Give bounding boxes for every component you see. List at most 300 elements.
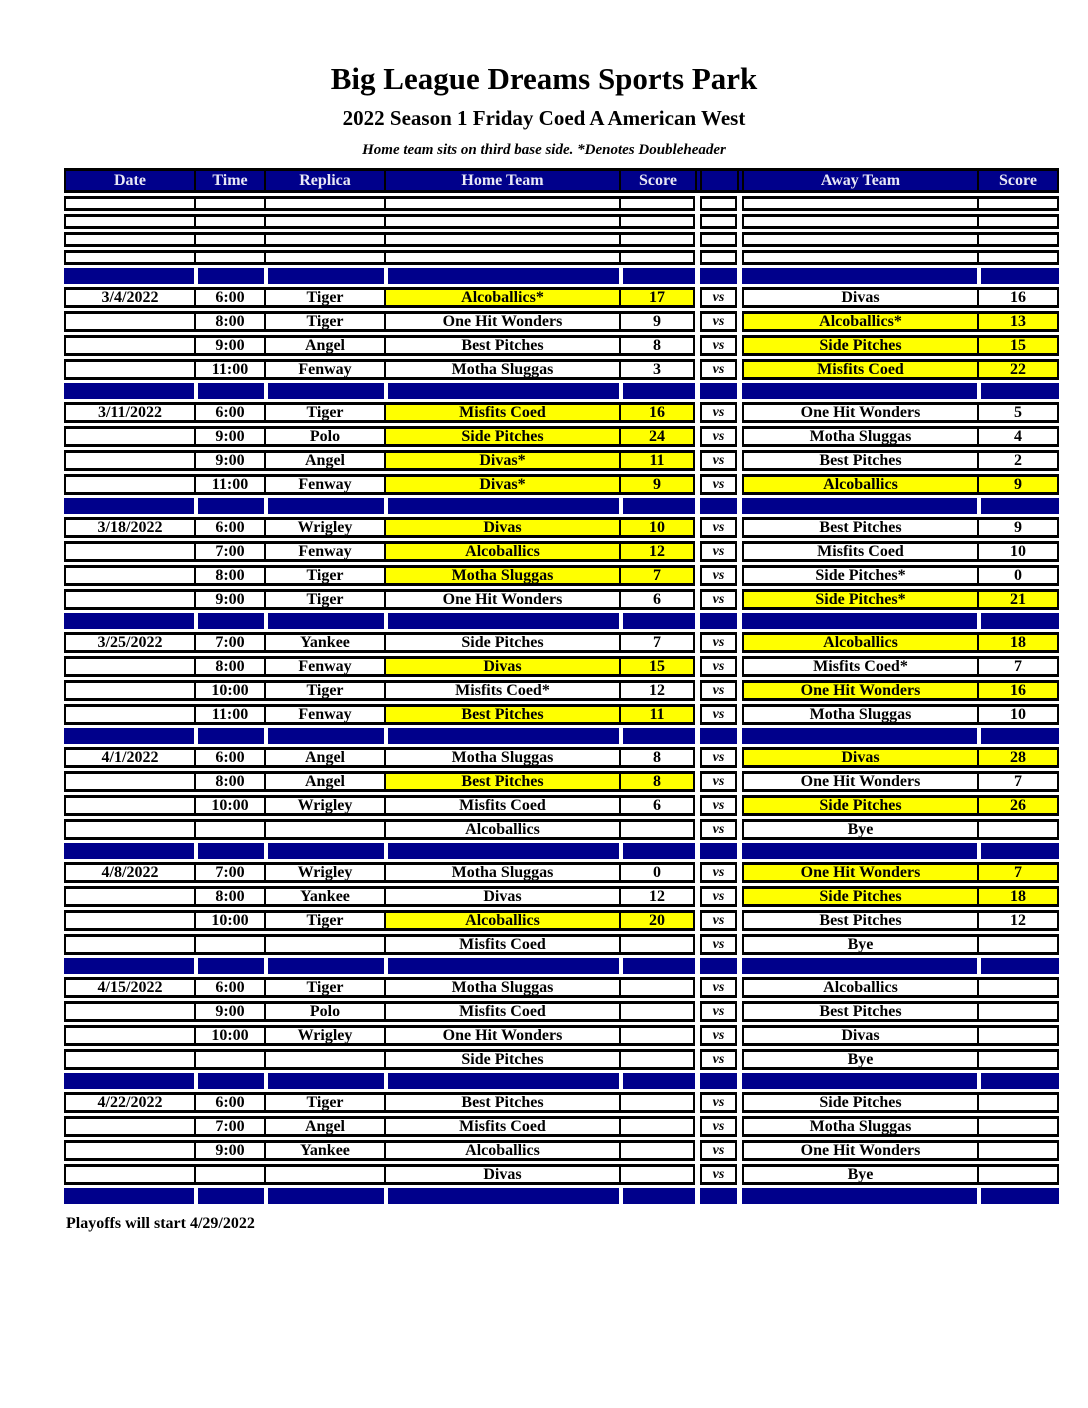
replica-cell: Wrigley: [264, 1025, 384, 1046]
separator-cell: [264, 1073, 384, 1089]
game-row: [64, 402, 1059, 423]
page-title: Big League Dreams Sports Park: [330, 61, 758, 96]
home-team-cell: Divas: [384, 1164, 619, 1185]
date-cell: [64, 910, 194, 931]
replica-cell: Tiger: [264, 1092, 384, 1113]
vs-label: vs: [700, 704, 737, 725]
game-row: [64, 589, 1059, 610]
separator-cell: [64, 268, 194, 284]
home-score-cell: 8: [619, 747, 695, 768]
empty-row: [64, 196, 1059, 211]
game-row: [64, 335, 1059, 356]
separator-cell: [384, 268, 619, 284]
away-team-cell: Best Pitches: [742, 910, 977, 931]
separator-row: [64, 613, 1059, 629]
vs-label: vs: [700, 474, 737, 495]
away-score-cell: [977, 1092, 1059, 1113]
separator-cell: [700, 1188, 737, 1204]
column-header-home-score: Score: [619, 168, 695, 193]
separator-cell: [742, 1073, 977, 1089]
home-team-cell: One Hit Wonders: [384, 589, 619, 610]
home-score-cell: [619, 1164, 695, 1185]
away-score-cell: 26: [977, 795, 1059, 816]
home-score-cell: 10: [619, 517, 695, 538]
vs-cell: [700, 196, 737, 211]
vs-label: vs: [700, 287, 737, 308]
replica-cell: Fenway: [264, 474, 384, 495]
home-team-cell: Misfits Coed: [384, 795, 619, 816]
column-header-time: Time: [194, 168, 264, 193]
vs-label: vs: [700, 886, 737, 907]
home-score-cell: [619, 1092, 695, 1113]
date-cell: [64, 771, 194, 792]
date-cell: 4/8/2022: [64, 862, 194, 883]
replica-cell: Yankee: [264, 1140, 384, 1161]
home-score-cell: 9: [619, 311, 695, 332]
separator-cell: [700, 958, 737, 974]
away-score-cell: 12: [977, 910, 1059, 931]
home-team-cell: Alcoballics: [384, 819, 619, 840]
time-cell: 7:00: [194, 632, 264, 653]
separator-cell: [64, 958, 194, 974]
vs-label: vs: [700, 819, 737, 840]
home-team-cell: One Hit Wonders: [384, 1025, 619, 1046]
home-score-cell: 3: [619, 359, 695, 380]
replica-cell: Tiger: [264, 311, 384, 332]
game-row: [64, 771, 1059, 792]
date-cell: [64, 589, 194, 610]
replica-cell: Angel: [264, 335, 384, 356]
replica-cell: Tiger: [264, 402, 384, 423]
away-team-cell: Side Pitches: [742, 1092, 977, 1113]
separator-cell: [194, 613, 264, 629]
away-team-cell: Bye: [742, 1164, 977, 1185]
replica-cell: Wrigley: [264, 517, 384, 538]
date-cell: [64, 311, 194, 332]
separator-row: [64, 958, 1059, 974]
separator-cell: [619, 958, 695, 974]
separator-cell: [619, 498, 695, 514]
home-team-cell: Side Pitches: [384, 426, 619, 447]
away-team-cell: Best Pitches: [742, 1001, 977, 1022]
separator-cell: [742, 613, 977, 629]
separator-cell: [700, 1073, 737, 1089]
separator-cell: [64, 613, 194, 629]
away-team-cell: Bye: [742, 1049, 977, 1070]
away-score-cell: [977, 1164, 1059, 1185]
vs-label: vs: [700, 977, 737, 998]
separator-row: [64, 268, 1059, 284]
separator-cell: [384, 728, 619, 744]
separator-cell: [194, 728, 264, 744]
game-row: [64, 977, 1059, 998]
separator-cell: [700, 843, 737, 859]
replica-cell: Angel: [264, 771, 384, 792]
separator-cell: [194, 1188, 264, 1204]
vs-label: vs: [700, 1092, 737, 1113]
time-cell: 9:00: [194, 426, 264, 447]
separator-cell: [742, 1188, 977, 1204]
game-row: [64, 680, 1059, 701]
game-row: [64, 541, 1059, 562]
away-team-cell: [742, 214, 977, 229]
game-row: [64, 450, 1059, 471]
date-cell: [64, 1025, 194, 1046]
separator-cell: [742, 843, 977, 859]
home-team-cell: Motha Sluggas: [384, 862, 619, 883]
time-cell: 9:00: [194, 589, 264, 610]
time-cell: 8:00: [194, 771, 264, 792]
replica-cell: [264, 1049, 384, 1070]
home-score-cell: [619, 1116, 695, 1137]
away-team-cell: Divas: [742, 287, 977, 308]
footer-note: Playoffs will start 4/29/2022: [66, 1215, 255, 1232]
time-cell: 10:00: [194, 1025, 264, 1046]
home-score-cell: 12: [619, 541, 695, 562]
away-score-cell: [977, 214, 1059, 229]
vs-label: vs: [700, 450, 737, 471]
separator-cell: [977, 268, 1059, 284]
separator-cell: [64, 728, 194, 744]
game-row: [64, 795, 1059, 816]
away-team-cell: Misfits Coed: [742, 359, 977, 380]
home-score-cell: [619, 977, 695, 998]
time-cell: 6:00: [194, 402, 264, 423]
page-subtitle: 2022 Season 1 Friday Coed A American West: [342, 106, 746, 130]
away-score-cell: 4: [977, 426, 1059, 447]
separator-cell: [384, 613, 619, 629]
date-cell: [64, 819, 194, 840]
away-team-cell: Motha Sluggas: [742, 426, 977, 447]
header-note: Home team sits on third base side. *Denotes Doubleheader: [362, 142, 726, 158]
home-team-cell: One Hit Wonders: [384, 311, 619, 332]
replica-cell: Tiger: [264, 680, 384, 701]
date-cell: 3/25/2022: [64, 632, 194, 653]
separator-cell: [977, 843, 1059, 859]
home-score-cell: 7: [619, 632, 695, 653]
home-score-cell: 15: [619, 656, 695, 677]
separator-cell: [384, 383, 619, 399]
date-cell: [64, 474, 194, 495]
replica-cell: [264, 1164, 384, 1185]
home-score-cell: 24: [619, 426, 695, 447]
away-team-cell: Bye: [742, 819, 977, 840]
home-team-cell: Divas*: [384, 450, 619, 471]
away-score-cell: 18: [977, 886, 1059, 907]
separator-cell: [194, 958, 264, 974]
separator-cell: [619, 1188, 695, 1204]
time-cell: 8:00: [194, 886, 264, 907]
home-team-cell: Misfits Coed*: [384, 680, 619, 701]
away-score-cell: 9: [977, 517, 1059, 538]
separator-cell: [384, 843, 619, 859]
time-cell: 10:00: [194, 795, 264, 816]
separator-cell: [264, 728, 384, 744]
replica-cell: Polo: [264, 1001, 384, 1022]
date-cell: [64, 1116, 194, 1137]
separator-cell: [194, 1073, 264, 1089]
away-score-cell: 7: [977, 771, 1059, 792]
empty-row: [64, 232, 1059, 247]
replica-cell: Tiger: [264, 910, 384, 931]
separator-cell: [64, 1188, 194, 1204]
date-cell: [64, 565, 194, 586]
away-score-cell: 22: [977, 359, 1059, 380]
replica-cell: Wrigley: [264, 795, 384, 816]
home-team-cell: [384, 232, 619, 247]
time-cell: 6:00: [194, 747, 264, 768]
replica-cell: Fenway: [264, 656, 384, 677]
home-team-cell: Divas*: [384, 474, 619, 495]
home-team-cell: Alcoballics*: [384, 287, 619, 308]
replica-cell: [264, 934, 384, 955]
home-score-cell: 6: [619, 589, 695, 610]
separator-cell: [742, 728, 977, 744]
time-cell: 8:00: [194, 656, 264, 677]
vs-label: vs: [700, 359, 737, 380]
vs-cell: [700, 232, 737, 247]
home-score-cell: 6: [619, 795, 695, 816]
separator-cell: [742, 958, 977, 974]
time-cell: [194, 214, 264, 229]
replica-cell: Angel: [264, 450, 384, 471]
time-cell: [194, 250, 264, 265]
column-header-away-team: Away Team: [742, 168, 977, 193]
separator-cell: [194, 383, 264, 399]
vs-label: vs: [700, 656, 737, 677]
home-score-cell: 7: [619, 565, 695, 586]
time-cell: 7:00: [194, 862, 264, 883]
replica-cell: Angel: [264, 1116, 384, 1137]
away-team-cell: Motha Sluggas: [742, 704, 977, 725]
away-score-cell: 13: [977, 311, 1059, 332]
separator-cell: [64, 843, 194, 859]
replica-cell: Tiger: [264, 977, 384, 998]
game-row: [64, 359, 1059, 380]
date-cell: [64, 1001, 194, 1022]
vs-label: vs: [700, 1025, 737, 1046]
replica-cell: [264, 214, 384, 229]
separator-cell: [700, 383, 737, 399]
replica-cell: [264, 196, 384, 211]
separator-cell: [264, 1188, 384, 1204]
game-row: [64, 862, 1059, 883]
game-row: [64, 474, 1059, 495]
game-row: [64, 517, 1059, 538]
time-cell: 9:00: [194, 1140, 264, 1161]
vs-cell: [700, 214, 737, 229]
away-team-cell: One Hit Wonders: [742, 862, 977, 883]
replica-cell: Fenway: [264, 359, 384, 380]
vs-label: vs: [700, 795, 737, 816]
date-cell: [64, 704, 194, 725]
time-cell: [194, 1164, 264, 1185]
separator-cell: [384, 498, 619, 514]
separator-cell: [619, 728, 695, 744]
separator-cell: [619, 843, 695, 859]
vs-label: vs: [700, 910, 737, 931]
date-cell: [64, 795, 194, 816]
home-score-cell: [619, 1049, 695, 1070]
replica-cell: Polo: [264, 426, 384, 447]
separator-row: [64, 498, 1059, 514]
separator-cell: [977, 728, 1059, 744]
vs-label: vs: [700, 426, 737, 447]
date-cell: [64, 214, 194, 229]
separator-cell: [264, 383, 384, 399]
column-header-away-score: Score: [977, 168, 1059, 193]
away-score-cell: 5: [977, 402, 1059, 423]
away-team-cell: Best Pitches: [742, 450, 977, 471]
time-cell: 11:00: [194, 704, 264, 725]
away-score-cell: [977, 1049, 1059, 1070]
separator-cell: [977, 1073, 1059, 1089]
away-score-cell: 21: [977, 589, 1059, 610]
away-team-cell: One Hit Wonders: [742, 1140, 977, 1161]
replica-cell: Fenway: [264, 704, 384, 725]
home-team-cell: Divas: [384, 886, 619, 907]
date-cell: 4/1/2022: [64, 747, 194, 768]
date-cell: [64, 1164, 194, 1185]
home-score-cell: 11: [619, 450, 695, 471]
date-cell: [64, 196, 194, 211]
time-cell: 6:00: [194, 977, 264, 998]
away-team-cell: Divas: [742, 747, 977, 768]
vs-label: vs: [700, 565, 737, 586]
away-score-cell: [977, 977, 1059, 998]
home-score-cell: [619, 1001, 695, 1022]
home-team-cell: Misfits Coed: [384, 1001, 619, 1022]
time-cell: 10:00: [194, 680, 264, 701]
home-team-cell: Best Pitches: [384, 704, 619, 725]
time-cell: 8:00: [194, 311, 264, 332]
home-score-cell: 8: [619, 771, 695, 792]
separator-cell: [977, 498, 1059, 514]
date-cell: [64, 656, 194, 677]
away-team-cell: Alcoballics*: [742, 311, 977, 332]
separator-cell: [194, 498, 264, 514]
away-team-cell: Alcoballics: [742, 632, 977, 653]
separator-cell: [619, 383, 695, 399]
home-team-cell: Misfits Coed: [384, 934, 619, 955]
game-row: [64, 565, 1059, 586]
separator-cell: [700, 268, 737, 284]
game-row: [64, 886, 1059, 907]
away-team-cell: Side Pitches: [742, 335, 977, 356]
game-row: [64, 1116, 1059, 1137]
home-score-cell: [619, 819, 695, 840]
home-score-cell: 0: [619, 862, 695, 883]
date-cell: [64, 541, 194, 562]
vs-label: vs: [700, 747, 737, 768]
document-header: [0, 0, 1088, 159]
home-score-cell: 11: [619, 704, 695, 725]
home-team-cell: Alcoballics: [384, 1140, 619, 1161]
separator-cell: [700, 498, 737, 514]
separator-cell: [619, 613, 695, 629]
home-team-cell: Best Pitches: [384, 1092, 619, 1113]
away-score-cell: 28: [977, 747, 1059, 768]
away-score-cell: [977, 1001, 1059, 1022]
home-team-cell: Motha Sluggas: [384, 747, 619, 768]
home-score-cell: 16: [619, 402, 695, 423]
separator-cell: [64, 383, 194, 399]
replica-cell: [264, 232, 384, 247]
date-cell: 3/4/2022: [64, 287, 194, 308]
time-cell: 7:00: [194, 1116, 264, 1137]
away-score-cell: 16: [977, 287, 1059, 308]
vs-label: vs: [700, 311, 737, 332]
away-team-cell: Misfits Coed: [742, 541, 977, 562]
date-cell: [64, 359, 194, 380]
away-team-cell: One Hit Wonders: [742, 680, 977, 701]
separator-cell: [64, 1073, 194, 1089]
home-score-cell: 12: [619, 886, 695, 907]
vs-label: vs: [700, 680, 737, 701]
away-team-cell: Divas: [742, 1025, 977, 1046]
empty-row: [64, 250, 1059, 265]
home-score-cell: 12: [619, 680, 695, 701]
vs-label: vs: [700, 517, 737, 538]
date-cell: 3/11/2022: [64, 402, 194, 423]
vs-label: vs: [700, 934, 737, 955]
column-header-vs: [700, 168, 737, 193]
away-score-cell: 7: [977, 656, 1059, 677]
vs-label: vs: [700, 862, 737, 883]
time-cell: 6:00: [194, 287, 264, 308]
time-cell: 11:00: [194, 359, 264, 380]
game-row: [64, 311, 1059, 332]
away-team-cell: One Hit Wonders: [742, 771, 977, 792]
game-row: [64, 1140, 1059, 1161]
replica-cell: Fenway: [264, 541, 384, 562]
time-cell: [194, 819, 264, 840]
separator-cell: [264, 498, 384, 514]
separator-cell: [264, 958, 384, 974]
away-team-cell: Best Pitches: [742, 517, 977, 538]
away-team-cell: Side Pitches*: [742, 589, 977, 610]
game-row: [64, 747, 1059, 768]
home-team-cell: Alcoballics: [384, 541, 619, 562]
away-team-cell: Alcoballics: [742, 977, 977, 998]
date-cell: [64, 1140, 194, 1161]
replica-cell: Yankee: [264, 886, 384, 907]
home-team-cell: Motha Sluggas: [384, 359, 619, 380]
game-row: [64, 1025, 1059, 1046]
vs-label: vs: [700, 1164, 737, 1185]
home-score-cell: [619, 196, 695, 211]
game-row: [64, 819, 1059, 840]
away-team-cell: [742, 250, 977, 265]
home-score-cell: [619, 214, 695, 229]
replica-cell: Tiger: [264, 565, 384, 586]
game-row: [64, 1164, 1059, 1185]
game-row: [64, 934, 1059, 955]
vs-label: vs: [700, 402, 737, 423]
vs-label: vs: [700, 1116, 737, 1137]
time-cell: 6:00: [194, 1092, 264, 1113]
vs-label: vs: [700, 1049, 737, 1070]
home-team-cell: Motha Sluggas: [384, 565, 619, 586]
away-team-cell: Motha Sluggas: [742, 1116, 977, 1137]
separator-cell: [264, 613, 384, 629]
home-score-cell: [619, 934, 695, 955]
away-team-cell: [742, 196, 977, 211]
time-cell: 10:00: [194, 910, 264, 931]
schedule-table: [64, 165, 1059, 1207]
home-score-cell: [619, 1140, 695, 1161]
separator-cell: [742, 498, 977, 514]
